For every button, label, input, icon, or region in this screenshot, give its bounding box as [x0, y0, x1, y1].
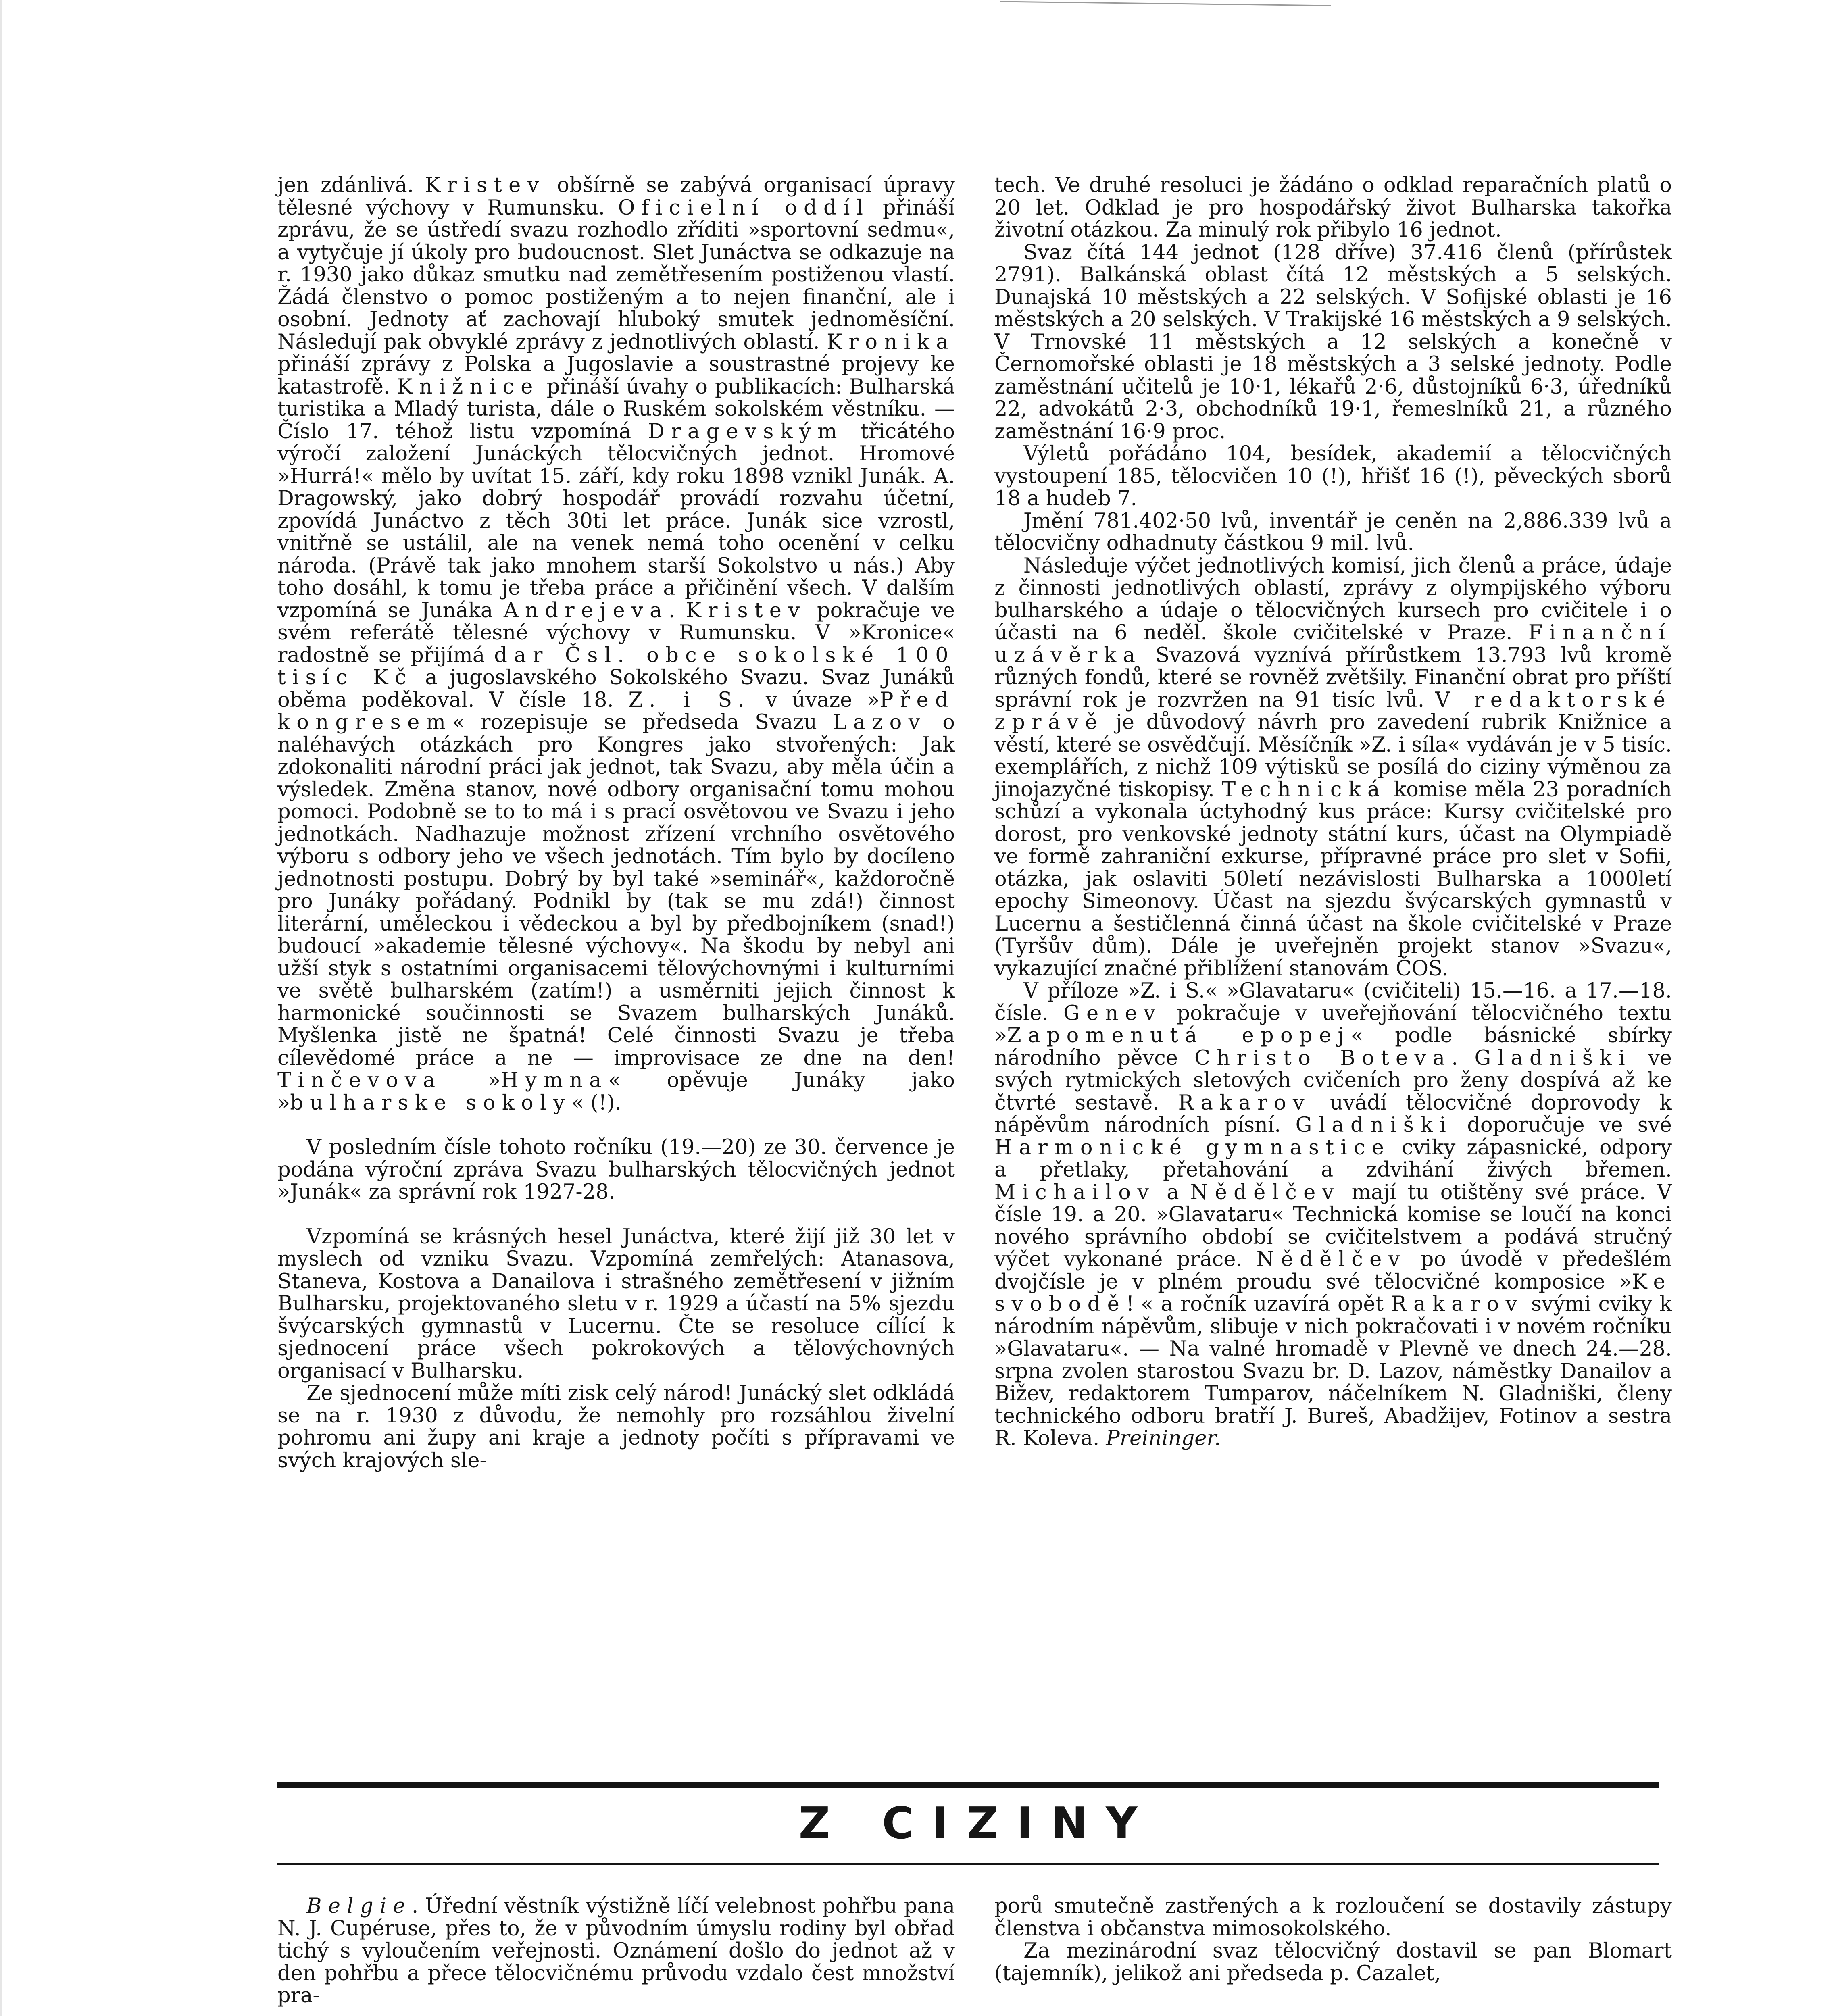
emphasis-run: Rakarov: [1391, 1292, 1524, 1316]
emphasis-run: Nědělčev: [1256, 1248, 1407, 1271]
emphasis-run: Zapomenutá epopej: [1007, 1024, 1351, 1048]
emphasis-run: Gladniški: [1295, 1113, 1453, 1137]
text-run: doporučuje ve své: [1453, 1113, 1672, 1137]
paragraph: [277, 1226, 955, 1383]
emphasis-run: Oficielní oddíl: [618, 196, 870, 220]
scan-edge-mark: [984, 0, 1347, 12]
text-run: . Úřední věstník výstižně líčí velebnost pohřbu pana N. J. Cupéruse, přes to, že v původním úmyslu rodiny byl obřad tichý s vyloučením veřejnosti. Oznámení došlo do jednot až v den pohřbu a přece tělocvičnému průvodu vzdalo čest množství pra-: [277, 1894, 955, 2008]
text-run: mají tu otištěny své práce. V čísle 19. a 20. »Glavataru« Technická komise se loučí na konci nového správního období se cvičitelstvem a podává stručný výčet vykonané práce.: [994, 1180, 1672, 1271]
paragraph: [994, 1940, 1672, 1985]
paragraph: [994, 510, 1672, 555]
emphasis-run: Rakarov: [1178, 1091, 1311, 1115]
text-run: »: [442, 1068, 501, 1092]
text-run: po úvodě v předešlém dvojčísle je v plném proudu své tělocvičné komposice »: [994, 1248, 1672, 1294]
text-run: « rozepisuje se předseda Svazu: [452, 710, 833, 734]
emphasis-run: Před kongresem: [277, 688, 955, 734]
emphasis-run: Belgie: [306, 1894, 412, 1918]
text-run: Výletů pořádáno 104, besídek, akademií a tělocvičných vystoupení 185, tělocvičen 10 (!), hřišť 16 (!), pěveckých sborů 18 a hudeb 7.: [994, 442, 1672, 510]
paragraph: [277, 1895, 955, 2007]
text-run: « a ročník uzavírá opět: [1140, 1292, 1391, 1316]
column-bottom-left: [277, 1895, 955, 2007]
paragraph: [994, 1895, 1672, 1940]
text-run: svými cviky k národním nápěvům, slibuje v nich pokračovati i v novém ročníku »Glavataru«. — Na valné hromadě v Plevně ve dnech 24.—28. srpna zvolen starostou Svazu br. D. Lazov, náměstky Danailov a Bižev, redaktorem Tumparov, náčelníkem N. Gladniški, členy technického odboru bratří J. Bureš, Abadžijev, Fotinov a sestra R. Koleva.: [994, 1292, 1672, 1450]
emphasis-run: Kronika: [827, 330, 955, 354]
emphasis-run: Nědělčev: [1190, 1180, 1340, 1204]
column-bottom-right: [994, 1895, 1672, 1985]
emphasis-run: Preininger.: [1106, 1427, 1221, 1450]
column-left: [277, 174, 955, 1472]
emphasis-run: Harmonické gymnastice: [994, 1135, 1391, 1160]
text-run: pokračuje ve svém referátě tělesné výchovy v Rumunsku. V »Kronice« radostně se přijímá: [277, 598, 955, 667]
emphasis-run: V redaktorské zprávě: [994, 688, 1672, 734]
text-run: cviky zápasnické, odpory a přetlaky, přetahování a zdvihání živých břemen.: [994, 1135, 1672, 1182]
emphasis-run: Kristev: [686, 598, 807, 623]
text-run: Vzpomíná se krásných hesel Junáctva, které žijí již 30 let v myslech od vzniku Svazu. Vzpomíná zemřelých: Atanasova, Staneva, Kostova a Danailova i strašného zemětřesení v jižním Bulharsku, projektovaného sletu v r. 1929 a účastí na 5% sjezdu švýcarských gymnastů v Lucernu. Čte se resoluce cílící k sjednocení práce všech pokrokových a tělovýchovných organisací v Bulharsku.: [277, 1225, 955, 1383]
emphasis-run: Hymna: [500, 1068, 608, 1092]
text-run: porů smutečně zastřených a k rozloučení se dostavily zástupy členstva i občanstva mimosokolského.: [994, 1894, 1672, 1941]
text-run: .: [1451, 1046, 1475, 1070]
emphasis-run: Andrejeva: [503, 598, 669, 623]
text-run: v úvaze »: [751, 688, 880, 712]
emphasis-run: Michailov: [994, 1180, 1156, 1204]
text-run: Jmění 781.402·50 lvů, inventář je ceněn na 2,886.339 lvů a tělocvičny odhadnuty částkou 9 mil. lvů.: [994, 509, 1672, 555]
text-run: Následuje výčet jednotlivých komisí, jich členů a práce, údaje z činnosti jednotlivých oblastí, zprávy z olympijského výboru bulharského a údaje o tělocvičných kursech pro cvičitele i o účasti na 6 neděl. škole cvičitelské v Praze.: [994, 554, 1672, 645]
text-run: přináší zprávu, že se ústředí svazu rozhodlo zříditi »sportovní sedmu«, a vytyčuje jí úkoly pro budoucnost. Slet Junáctva se odkazuje na r. 1930 jako důkaz smutku nad zemětřesením postiženou vlastí. Žádá členstvo o pomoc postiženým a to nejen finanční, ale i osobní. Jednoty ať zachovají hluboký smutek jednoměsíční. Následují pak obvyklé zprávy z jednotlivých oblastí.: [277, 196, 955, 354]
emphasis-run: dar Čsl. obce sokolské 100 tisíc Kč: [277, 643, 955, 689]
text-run: « opěvuje Junáky jako »: [277, 1068, 955, 1115]
emphasis-run: Tinčevova: [277, 1068, 442, 1092]
text-run: obšírně se zabývá organisací úpravy tělesné výchovy v Rumunsku.: [277, 173, 955, 220]
text-run: Za mezinárodní svaz tělocvičný dostavil se pan Blomart (tajemník), jelikož ani předseda p. Cazalet,: [994, 1939, 1672, 1985]
emphasis-run: Knižnice: [397, 375, 540, 399]
text-run: .: [668, 598, 686, 623]
section-title: Z CIZINY: [798, 1798, 1156, 1849]
scan-edge-shadow: [0, 0, 16, 2016]
emphasis-run: Dragevským: [648, 419, 844, 444]
emphasis-run: Genev: [1063, 1001, 1162, 1025]
text-run: a: [1155, 1180, 1190, 1204]
paragraph: [277, 174, 955, 1114]
paragraph: [994, 980, 1672, 1450]
text-run: « podle básnické sbírky národního pěvce: [994, 1024, 1672, 1070]
paragraph: [277, 1136, 955, 1204]
paragraph: [277, 1382, 955, 1472]
emphasis-run: Ke svobodě!: [994, 1270, 1672, 1316]
text-run: V posledním čísle tohoto ročníku (19.—20) ze 30. července je podána výroční zpráva Svazu bulharských tělocvičných jednot »Junák« za správní rok 1927-28.: [277, 1135, 955, 1204]
text-run: Svaz čítá 144 jednot (128 dříve) 37.416 členů (přírůstek 2791). Balkánská oblast čítá 12 městských a 5 selských. Dunajská 10 městských a 22 selských. V Sofijské oblasti je 16 městských a 20 selských. V Trakijské 16 městských a 9 selských. V Trnovské 11 městských a 12 selských a konečně v Černomořské oblasti je 18 městských a 3 selské jednoty. Podle zaměstnání učitelů je 10·1, lékařů 2·6, důstojníků 6·3, úředníků 22, advokátů 2·3, obchodníků 19·1, řemeslníků 21, a různého zaměstnání 16·9 proc.: [994, 240, 1672, 444]
text-run: « (!).: [571, 1091, 621, 1115]
text-run: je důvodový návrh pro zavedení rubrik Knižnice a věstí, které se osvědčují. Měsíčník »Z. i síla« vydáván je v 5 tisíc. exemplářích, z nichž 109 výtisků se posílá do ciziny výměnou za jinojazyčné tiskopisy.: [994, 710, 1672, 802]
text-run: pokračuje v uveřejňování tělocvičného textu »: [994, 1001, 1672, 1048]
paragraph: [994, 174, 1672, 242]
emphasis-run: Gladniški: [1474, 1046, 1632, 1070]
section-rule-bottom: [277, 1863, 1659, 1865]
text-run: Ze sjednocení může míti zisk celý národ! Junácký slet odkládá se na r. 1930 z důvodu, že nemohly pro rozsáhlou živelní pohromu ani župy ani kraje a jednoty počíti s přípravami ve svých krajových sle-: [277, 1381, 955, 1472]
text-run: V příloze »Z. i S.« »Glavataru« (cvičiteli) 15.—16. a 17.—18. čísle.: [994, 979, 1672, 1025]
text-run: uvádí tělocvičné doprovody k nápěvům národních písní.: [994, 1091, 1672, 1137]
paragraph: [994, 242, 1672, 443]
text-run: komise měla 23 poradních schůzí a vykonala úctyhodný kus práce: Kursy cvičitelské pro dorost, pro venkovské jednoty státní kurs, účast na Olympiadě ve formě zahraniční exkurse, přípravné práce pro slet v Sofii, otázka, jak oslaviti 50letí nezávislosti Bulharska a 1000letí epochy Simeonovy. Účast na sjezdu švýcarských gymnastů v Lucernu a šestičlenná činná účast na škole cvičitelské v Praze (Tyršův dům). Dále je uveřejněn projekt stanov »Svazu«, vykazující značné přiblížení stanovám ČOS.: [994, 777, 1672, 981]
paragraph: [994, 443, 1672, 510]
text-run: Svazová vyznívá přírůstkem 13.793 lvů kromě různých fondů, které se rovněž zvětšily. Finanční obrat pro příští správní rok je rozvržen na 91 tisíc lvů.: [994, 643, 1672, 712]
text-run: přináší úvahy o publikacích: Bulharská turistika a Mladý turista, dále o Ruském sokolském věstníku. — Číslo 17. téhož listu vzpomíná: [277, 375, 955, 444]
paragraph: [994, 555, 1672, 980]
emphasis-run: Lazov: [833, 710, 927, 734]
emphasis-run: bulharske sokoly: [290, 1091, 571, 1115]
text-run: ve svých rytmických sletových cvičeních pro ženy dospívá až ke čtvrté sestavě.: [994, 1046, 1672, 1115]
section-rule-top: [277, 1782, 1659, 1788]
emphasis-run: Technická: [1222, 777, 1386, 802]
emphasis-run: Finanční uzávěrka: [994, 621, 1672, 667]
text-run: a jugoslavského Sokolského Svazu. Svaz Junáků oběma poděkoval. V čísle 18.: [277, 666, 955, 712]
emphasis-run: Christo Boteva: [1194, 1046, 1452, 1070]
column-right: [994, 174, 1672, 1450]
emphasis-run: Z. i S.: [628, 688, 751, 712]
emphasis-run: Kristev: [425, 173, 546, 197]
text-run: tech. Ve druhé resoluci je žádáno o odklad reparačních platů o 20 let. Odklad je pro hospodářský život Bulharska takořka životní otázkou. Za minulý rok přibylo 16 jednot.: [994, 173, 1672, 242]
text-run: třicátého výročí založení Junáckých tělocvičných jednot. Hromové »Hurrá!« mělo by uvítat 15. září, kdy roku 1898 vznikl Junák. A. Dragowský, jako dobrý hospodář provádí rozvahu účetní, zpovídá Junáctvo z těch 30ti let práce. Junák sice vzrostl, vnitřně se ustálil, ale na venek nemá toho ocenění v celku národa. (Právě tak jako mnohem starší Sokolstvo u nás.) Aby toho dosáhl, k tomu je třeba práce a přičinění všech. V dalším vzpomíná se Junáka: [277, 419, 955, 623]
text-run: přináší zprávy z Polska a Jugoslavie a soustrastné projevy ke katastrofě.: [277, 352, 955, 399]
text-run: o naléhavých otázkách pro Kongres jako stvořených: Jak zdokonaliti národní práci jak jednot, tak Svazu, aby měla účin a výsledek. Změna stanov, nové odbory organisační tomu mohou pomoci. Podobně se to to má i s prací osvětovou ve Svazu i jeho jednotkách. Nadhazuje možnost zřízení vrchního osvětového výboru s odbory jeho ve všech jednotách. Tím bylo by docíleno jednotnosti postupu. Dobrý by byl také »seminář«, každoročně pro Junáky pořádaný. Podnikl by (tak se mu zdá!) činnost literární, uměleckou i vědeckou a byl by předbojníkem (snad!) budoucí »akademie tělesné výchovy«. Na škodu by nebyl ani užší styk s ostatními organisacemi tělovýchovnými i kulturními ve světě bulharském (zatím!) a usměrniti jejich činnost k harmonické součinnosti se Svazem bulharských Junáků. Myšlenka jistě ne špatná! Celé činnosti Svazu je třeba cílevědomé práce a ne — improvisace ze dne na den!: [277, 710, 955, 1070]
text-run: jen zdánlivá.: [277, 173, 425, 197]
